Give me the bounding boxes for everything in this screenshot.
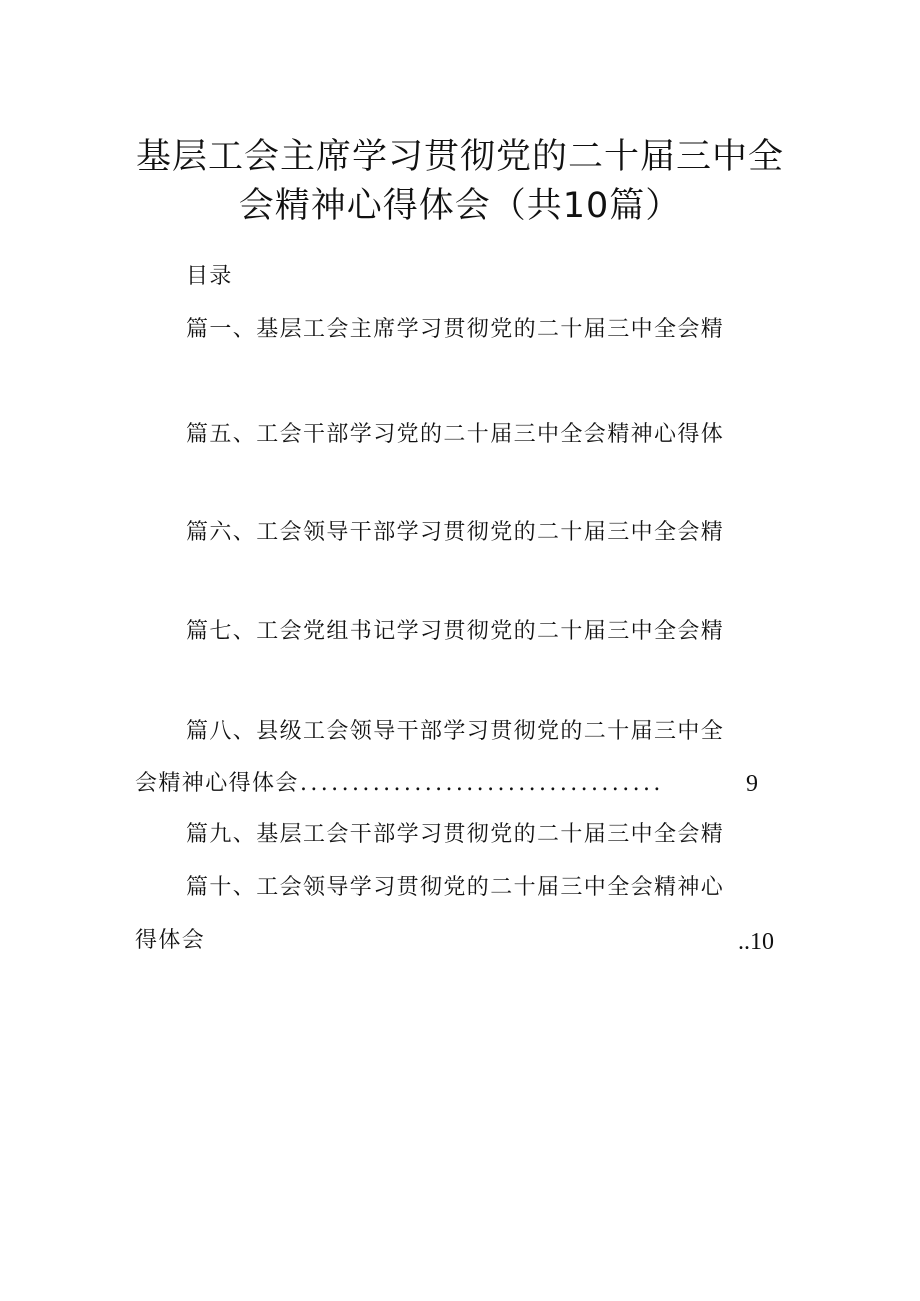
- toc-entry-8-page-number: 9: [746, 771, 758, 797]
- toc-entry-1: 篇一、基层工会主席学习贯彻党的二十届三中全会精: [186, 317, 725, 342]
- title-line-1: 基层工会主席学习贯彻党的二十届三中全: [135, 137, 784, 177]
- toc-entry-8: 篇八、县级工会领导干部学习贯彻党的二十届三中全: [186, 719, 725, 744]
- toc-entry-10: 篇十、工会领导学习贯彻党的二十届三中全会精神心: [186, 875, 725, 900]
- toc-entry-8-leader-dots: ...................................: [300, 773, 664, 795]
- toc-entry-10-continuation: 得体会: [135, 928, 206, 953]
- toc-entry-7: 篇七、工会党组书记学习贯彻党的二十届三中全会精: [186, 619, 725, 644]
- toc-entry-6: 篇六、工会领导干部学习贯彻党的二十届三中全会精: [186, 520, 725, 545]
- toc-entry-10-page-number: ..10: [738, 929, 774, 955]
- toc-entry-8-continuation: 会精神心得体会: [135, 771, 299, 796]
- toc-entry-5: 篇五、工会干部学习党的二十届三中全会精神心得体: [186, 422, 725, 447]
- toc-heading: 目录: [186, 264, 233, 289]
- title-line-2: 会精神心得体会（共10篇）: [238, 186, 682, 226]
- toc-entry-9: 篇九、基层工会干部学习贯彻党的二十届三中全会精: [186, 822, 725, 847]
